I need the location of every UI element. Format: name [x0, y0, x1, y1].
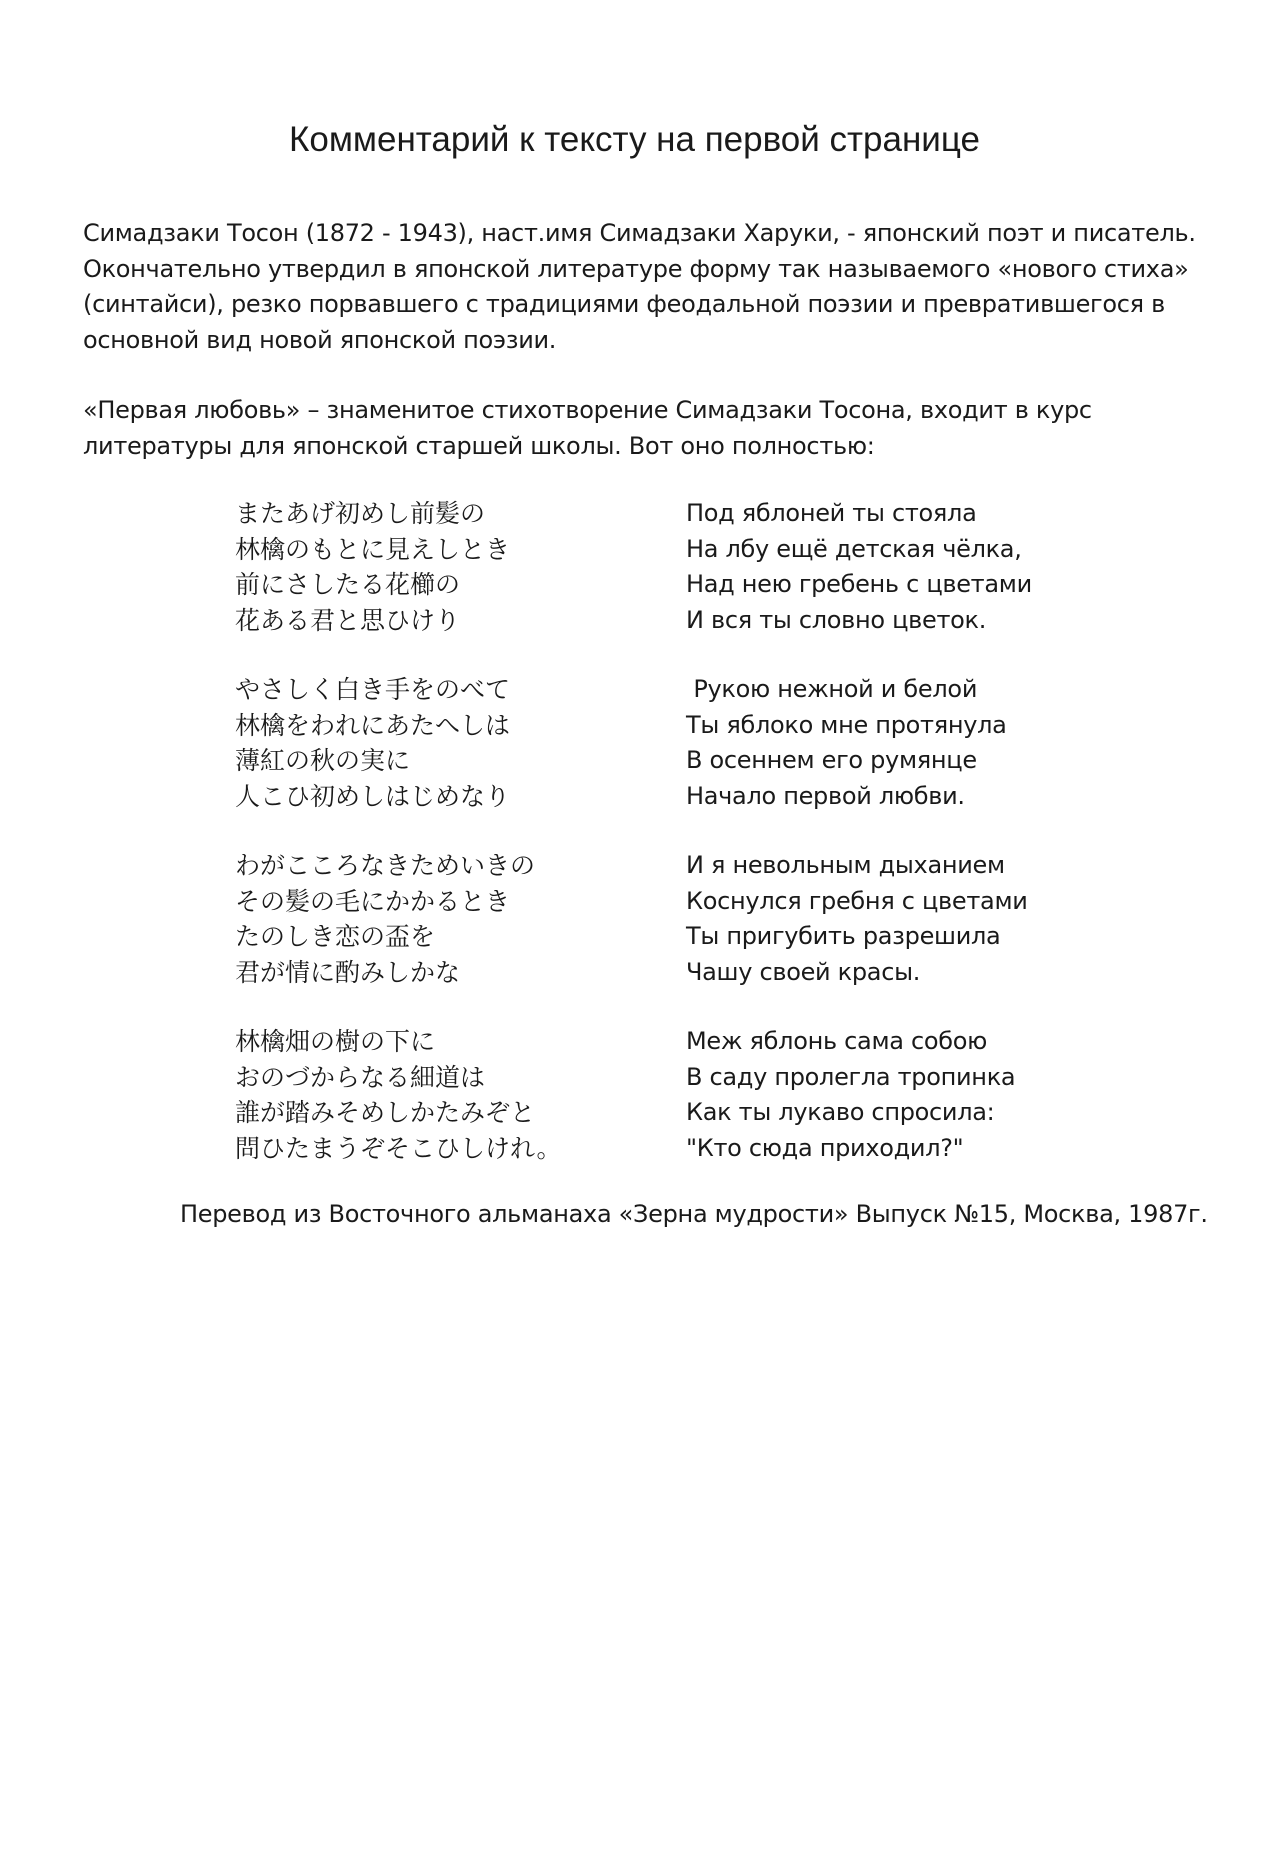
poem-stanza-ru	[686, 496, 1166, 672]
poem-russian	[686, 496, 1166, 1200]
poem-line-jp: 花ある君と思ひけり	[235, 605, 461, 635]
intro-line: Симадзаки Тосон (1872 - 1943), наст.имя Симадзаки Харуки, - японский поэт и писатель.	[83, 219, 1196, 247]
poem-line-ru: И вся ты словно цветок.	[686, 605, 987, 634]
poem-stanza-jp	[235, 672, 635, 848]
poem-line-jp: またあげ初めし前髪の	[235, 499, 486, 528]
poem-line-ru: И я невольным дыханием	[686, 851, 1005, 879]
poem-line-jp: わがこころなきためいきの	[235, 851, 536, 880]
poem-line-ru: Как ты лукаво спросила:	[686, 1098, 995, 1126]
poem-line-ru: В осеннем его румянце	[686, 746, 977, 774]
poem-line-jp: 君が情に酌みしかな	[235, 957, 461, 987]
poem-line-jp: 誰が踏みそめしかたみぞと	[235, 1098, 536, 1127]
poem-intro-line: литературы для японской старшей школы. Вот оно полностью:	[83, 431, 875, 460]
poem-line-ru: Коснулся гребня с цветами	[686, 886, 1028, 915]
poem-line-jp: 林檎畑の樹の下に	[235, 1027, 436, 1056]
poem-line-ru: Ты яблоко мне протянула	[686, 710, 1007, 739]
poem-line-jp: 前にさしたる花櫛の	[235, 570, 461, 599]
poem-line-ru: Чашу своей красы.	[686, 957, 921, 986]
poem-line-ru: "Кто сюда приходил?"	[686, 1133, 964, 1162]
poem-line-jp: やさしく白き手をのべて	[235, 675, 511, 704]
page-title: Комментарий к тексту на первой странице	[289, 120, 980, 159]
poem-line-jp: その髪の毛にかかるとき	[235, 886, 511, 916]
poem-line-ru: Над нею гребень с цветами	[686, 570, 1032, 598]
poem-line-ru: Меж яблонь сама собою	[686, 1027, 988, 1055]
intro-paragraph	[83, 216, 1213, 358]
intro-line: (синтайси), резко порвавшего с традициями феодальной поэзии и превратившегося в	[83, 290, 1165, 318]
poem-line-ru: В саду пролегла тропинка	[686, 1062, 1016, 1091]
poem-line-ru: На лбу ещё детская чёлка,	[686, 534, 1022, 563]
poem-line-jp: 林檎のもとに見えしとき	[235, 534, 511, 564]
intro-line: основной вид новой японской поэзии.	[83, 325, 557, 354]
poem-line-ru: Начало первой любви.	[686, 781, 965, 810]
translation-credit: Перевод из Восточного альманаха «Зерна мудрости» Выпуск №15, Москва, 1987г.	[180, 1200, 1208, 1228]
poem-line-jp: 林檎をわれにあたへしは	[235, 710, 511, 740]
poem-stanza-ru	[686, 672, 1166, 848]
poem-line-ru: Рукою нежной и белой	[686, 675, 978, 703]
poem-line-jp: たのしき恋の盃を	[235, 922, 436, 951]
poem-stanza-jp	[235, 1024, 635, 1200]
poem-stanza-ru	[686, 1024, 1166, 1200]
poem-stanza-jp	[235, 496, 635, 672]
poem-stanza-jp	[235, 848, 635, 1024]
poem-line-ru: Под яблоней ты стояла	[686, 499, 977, 527]
poem-stanza-ru	[686, 848, 1166, 1024]
poem-intro-paragraph	[83, 393, 1213, 464]
poem-line-jp: 問ひたまうぞそこひしけれ。	[235, 1133, 562, 1163]
poem-line-jp: 薄紅の秋の実に	[235, 746, 411, 775]
poem-line-jp: おのづからなる細道は	[235, 1062, 486, 1092]
intro-line: Окончательно утвердил в японской литературе форму так называемого «нового стиха»	[83, 254, 1189, 283]
poem-japanese	[235, 496, 635, 1200]
poem-line-jp: 人こひ初めしはじめなり	[235, 781, 511, 811]
poem-intro-line: «Первая любовь» – знаменитое стихотворение Симадзаки Тосона, входит в курс	[83, 396, 1092, 424]
poem-line-ru: Ты пригубить разрешила	[686, 922, 1001, 950]
